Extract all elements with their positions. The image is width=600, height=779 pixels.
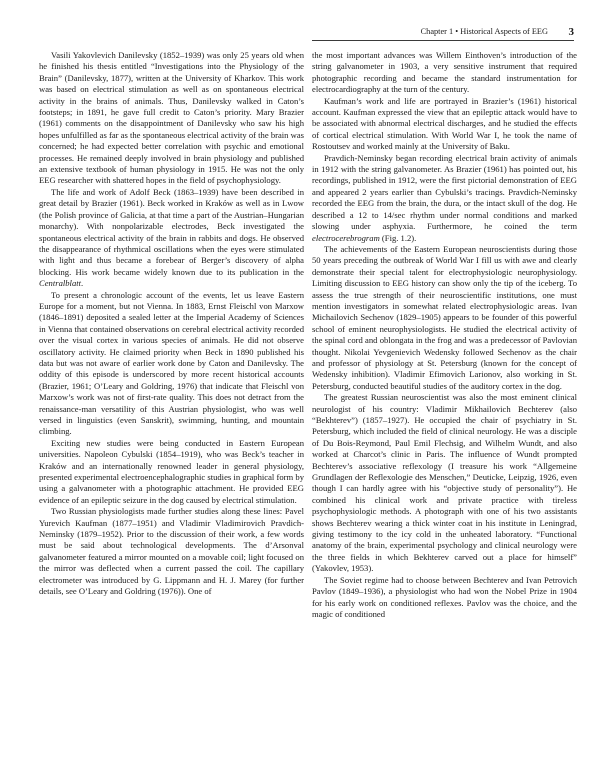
paragraph: To present a chronologic account of the events, let us leave Eastern Europe for a moment, but not Vienna. In 1883, Ernst Fleischl von Marxow (1846–1891) deposited a sealed letter at the Imperial Academy of Sciences in Vienna that contained observations on cerebral electrical activity recorded over the visual cortex in various species of animals. He did not observe oscillatory activity. He claimed priority when Beck in 1890 published his data but was not aware of earlier work done by Caton and Danilevsky. The oddity of this episode is underscored by more recent historical accounts (Brazier, 1961; O’Leary and Goldring, 1976) that indicate that Fleischl von Marxow’s work was not of first-rate quality. This does not detract from the renaissance-man versatility of this Austrian physiologist, who was well versed in linguistics (even Sanskrit), swimming, hunting, and mountain climbing. xyxy=(39,289,304,437)
paragraph: Kaufman’s work and life are portrayed in Brazier’s (1961) historical account. Kaufman expressed the view that an epileptic attack would have to be associated with abnormal electrical discharges, and he studied the effects of cortical electrical stimulation. With World War I, he took the name of Rostoutsev and worked mainly at the University of Baku. xyxy=(312,95,577,152)
paragraph: The achievements of the Eastern European neuroscientists during those 50 years preceding the outbreak of World War I fill us with awe and clearly demonstrate their special talent for electrophysiologic neurophysiology. Limiting discussion to EEG history can show only the tip of the iceberg. To assess the true strength of their neuroscientific institutions, one must mention investigators in somewhat related electrophysiologic areas. Ivan Michailovich Sechenov (1829–1905) appears to be founder of this powerful school of eminent neurophysiologists. He studied the electrical activity of the spinal cord and oblongata in the frog and was a predecessor of Pavlovian thought. Nikolai Yevgenievich Wedensky followed Sechenov as the chair and professor of physiology at St. Petersburg (known for the concept of Wedensky inhibition). Vladimir Efimovich Larionov, also working in St. Petersburg, conducted beautiful studies of the auditory cortex in the dog. xyxy=(312,243,577,391)
running-head xyxy=(26,24,574,40)
italic-term: Centralblatt xyxy=(39,278,82,289)
paragraph: Exciting new studies were being conducted in Eastern European universities. Napoleon Cybulski (1854–1919), who was Beck’s teacher in Kraków and an internationally renowned leader in general physiology, presented experimental electroencephalographic studies in graphical form by using a galvanometer with a photographic attachment. He provided EEG evidence of an epileptic seizure in the dog caused by electrical stimulation. xyxy=(39,437,304,505)
header-rule xyxy=(312,40,574,41)
bullet-separator: • xyxy=(455,27,459,36)
italic-term: electrocerebrogram xyxy=(312,232,380,243)
paragraph: The Soviet regime had to choose between Bechterev and Ivan Petrovich Pavlov (1849–1936), a physiologist who had won the Nobel Prize in 1904 for his early work on conditioned reflexes. Pavlov was the choice, and the magic of conditioned xyxy=(312,574,577,619)
section-title: Historical Aspects of EEG xyxy=(460,27,548,36)
page-number: 3 xyxy=(568,26,574,38)
paragraph: Two Russian physiologists made further studies along these lines: Pavel Yurevich Kaufman (1877–1951) and Vladimir Vladimirovich Pravdich-Neminsky (1879–1952). Prior to the discussion of their work, a few words must be said about technological developments. The d’Arsonval galvanometer featured a mirror mounted on a movable coil; light focused on the mirror was deflected when a current passed the coil. The capillary electrometer was introduced by G. Lippmann and H. J. Marey (for further details, see O’Leary and Goldring (1976)). One of xyxy=(39,506,304,597)
paragraph: The life and work of Adolf Beck (1863–1939) have been described in great detail by Brazier (1961). Beck worked in Kraków as well as in Lwow (the Polish province of Galicia, at that time a part of the Austrian–Hungarian monarchy). With nonpolarizable electrodes, Beck investigated the spontaneous electrical activity of the brain in rabbits and dogs. He observed the disappearance of rhythmical oscillations when the eyes were stimulated with light and thus became a forebear of Berger’s discovery of alpha blocking. His work became widely known due to its publication in the Centralblatt. xyxy=(39,186,304,289)
paragraph-continued: the most important advances was Willem Einthoven’s introduction of the string galvanometer in 1903, a very sensitive instrument that required photographic recording and became the standard instrumentation for electrocardiography at the turn of the century. xyxy=(312,50,577,95)
running-head-title xyxy=(421,24,548,40)
paragraph: Pravdich-Neminsky began recording electrical brain activity of animals in 1912 with the string galvanometer. As Brazier (1961) has pointed out, his recordings, published in 1912, were the first pictorial demonstration of EEG and appeared 2 years earlier than Cybulski’s tracings. Pravdich-Neminsky recorded the EEG from the brain, the dura, or the intact skull of the dog. He described a 12 to 14/sec rhythm under normal conditions and marked slowing under asphyxia. Furthermore, he coined the term electrocerebrogram (Fig. 1.2). xyxy=(312,152,577,243)
paragraph: The greatest Russian neuroscientist was also the most eminent clinical neurologist of his country: Vladimir Mikhailovich Bechterev (also “Bekhterev”) (1857–1927). He occupied the chair of psychiatry in St. Petersburg, which included the field of clinical neurology. He was a disciple of Du Bois-Reymond, Paul Emil Flechsig, and Wilhelm Wundt, and also worked at Charcot’s clinic in Paris. The influence of Wundt prompted Bechterev’s associative reflexology (I treasure his work “Allgemeine Grundlagen der Reflexologie des Menschen,” Deuticke, Leipzig, 1926, even though I can hardly agree with his “objective study of personality”). He combined his clinical work and private practice with tireless psychophysiologic methods. A photograph with one of his two assistants shows Bechterev wearing a thick winter coat in his institute in Leningrad, giving testimony to the icy cold in the unheated laboratory. “Functional anatomy of the brain, experimental psychology and clinical neurology were the three fields in which Bekhterev carved out a place for himself” (Yakovlev, 1953). xyxy=(312,392,577,574)
right-column xyxy=(312,50,577,762)
left-column xyxy=(39,50,304,762)
chapter-label: Chapter 1 xyxy=(420,27,454,36)
paragraph: Vasili Yakovlevich Danilevsky (1852–1939) was only 25 years old when he finished his thesis entitled “Investigations into the Physiology of the Brain” (Danilevsky, 1877), written at the University of Kharkov. This work was based on electrical stimulation as well as on spontaneous electrical activity in the brains of animals. Thus, Danilevsky walked in Caton’s footsteps; in 1891, he gave full credit to Caton’s priority. Mary Brazier (1961) comments on the disappointment of Danilevsky who saw his high hopes unfulfilled as far as the spontaneous electrical activity of the brain was concerned; he had expected better correlation with psychic and emotional processes. He remained deeply involved in brain physiology and published an extensive textbook of human physiology in 1915. He was not the only EEG researcher with shattered hopes in the field of psychophysiology. xyxy=(39,50,304,186)
